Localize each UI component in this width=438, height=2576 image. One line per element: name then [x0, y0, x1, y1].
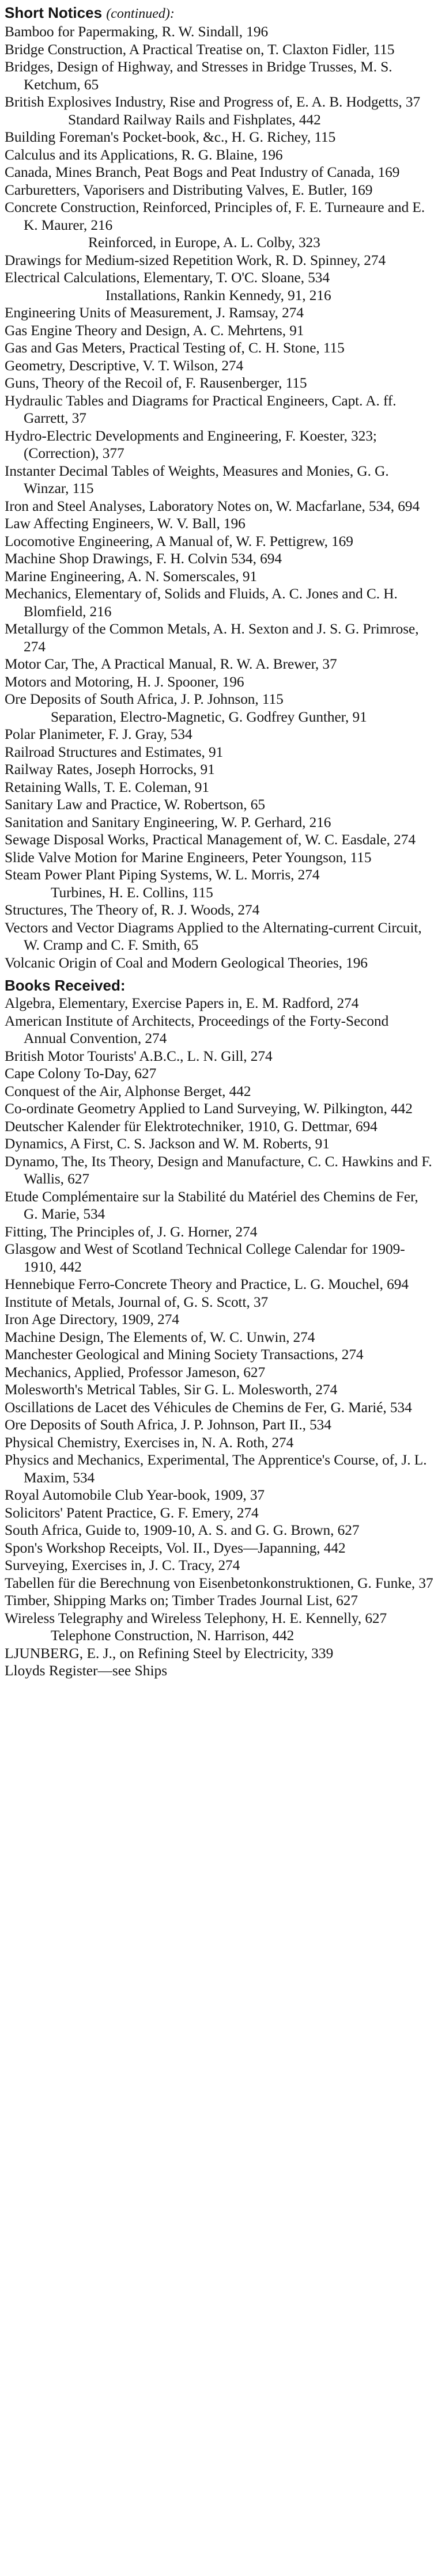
- list-item: Manchester Geological and Mining Society Transactions, 274: [5, 1346, 364, 1363]
- list-item: Sanitation and Sanitary Engineering, W. P. Gerhard, 216: [5, 814, 331, 830]
- short-notices-heading: [5, 3, 433, 23]
- list-item: Electrical Calculations, Elementary, T. O'C. Sloane, 534: [5, 270, 330, 286]
- list-item: Physics and Mechanics, Experimental, The Apprentice's Course, of, J. L. Maxim, 534: [5, 1452, 427, 1486]
- list-item: Locomotive Engineering, A Manual of, W. F. Pettigrew, 169: [5, 533, 353, 549]
- list-item: Co-ordinate Geometry Applied to Land Surveying, W. Pilkington, 442: [5, 1101, 413, 1117]
- list-item: Fitting, The Principles of, J. G. Horner, 274: [5, 1223, 258, 1240]
- list-item: Canada, Mines Branch, Peat Bogs and Peat Industry of Canada, 169: [5, 164, 400, 180]
- list-item: Hennebique Ferro-Concrete Theory and Practice, L. G. Mouchel, 694: [5, 1276, 409, 1292]
- list-item: Mechanics, Applied, Professor Jameson, 627: [5, 1364, 266, 1380]
- list-item: Building Foreman's Pocket-book, &c., H. G. Richey, 115: [5, 129, 336, 145]
- books-received-list: [5, 995, 433, 1645]
- list-item: Motors and Motoring, H. J. Spooner, 196: [5, 673, 244, 690]
- list-item: Institute of Metals, Journal of, G. S. Scott, 37: [5, 1293, 269, 1310]
- list-item: Gas and Gas Meters, Practical Testing of, C. H. Stone, 115: [5, 340, 345, 356]
- list-item: British Motor Tourists' A.B.C., L. N. Gill, 274: [5, 1048, 273, 1064]
- list-item: Lloyds Register—see Ships: [5, 1663, 168, 1679]
- list-item: British Explosives Industry, Rise and Progress of, E. A. B. Hodgetts, 37: [5, 94, 421, 110]
- list-item: Glasgow and West of Scotland Technical College Calendar for 1909-1910, 442: [5, 1241, 405, 1275]
- list-item: Vectors and Vector Diagrams Applied to the Alternating-current Circuit, W. Cramp and C. F. Smith, 65: [5, 919, 422, 953]
- list-item: Calculus and its Applications, R. G. Blaine, 196: [5, 146, 283, 163]
- list-item: Railroad Structures and Estimates, 91: [5, 743, 224, 760]
- list-item: Solicitors' Patent Practice, G. F. Emery, 274: [5, 1504, 259, 1521]
- continued-label: (continued):: [106, 6, 175, 21]
- list-item: Deutscher Kalender für Elektrotechniker, 1910, G. Dettmar, 694: [5, 1118, 377, 1135]
- list-item: Machine Design, The Elements of, W. C. Unwin, 274: [5, 1329, 315, 1345]
- list-item: Bridge Construction, A Practical Treatise on, T. Claxton Fidler, 115: [5, 41, 395, 58]
- list-item: Steam Power Plant Piping Systems, W. L. Morris, 274: [5, 867, 320, 883]
- list-item: Surveying, Exercises in, J. C. Tracy, 274: [5, 1557, 240, 1573]
- list-item: Molesworth's Metrical Tables, Sir G. L. Molesworth, 274: [5, 1382, 338, 1398]
- list-item: Concrete Construction, Reinforced, Principles of, F. E. Turneaure and E. K. Maurer, 216: [5, 199, 425, 233]
- list-item: LJUNBERG, E. J., on Refining Steel by Electricity, 339: [5, 1645, 334, 1661]
- list-item: Cape Colony To-Day, 627: [5, 1065, 157, 1082]
- list-item: Structures, The Theory of, R. J. Woods, 274: [5, 902, 260, 918]
- list-item: Hydraulic Tables and Diagrams for Practical Engineers, Capt. A. ff. Garrett, 37: [5, 392, 397, 426]
- short-notices-title: Short Notices: [5, 4, 103, 21]
- list-item: Royal Automobile Club Year-book, 1909, 37: [5, 1487, 265, 1503]
- list-item: Sewage Disposal Works, Practical Management of, W. C. Easdale, 274: [5, 832, 416, 848]
- list-item: Spon's Workshop Receipts, Vol. II., Dyes—Japanning, 442: [5, 1539, 346, 1556]
- list-item: Ore Deposits of South Africa, J. P. Johnson, 115: [5, 691, 284, 707]
- list-item: Wireless Telegraphy and Wireless Telephony, H. E. Kennelly, 627: [5, 1610, 387, 1626]
- list-item: Instanter Decimal Tables of Weights, Measures and Monies, G. G. Winzar, 115: [5, 462, 389, 496]
- author-entries: [5, 1645, 433, 1680]
- short-notices-list: [5, 23, 433, 972]
- list-item: Metallurgy of the Common Metals, A. H. Sexton and J. S. G. Primrose, 274: [5, 621, 419, 655]
- list-item: Separation, Electro-Magnetic, G. Godfrey Gunther, 91: [51, 708, 367, 725]
- list-item: Mechanics, Elementary of, Solids and Fluids, A. C. Jones and C. H. Blomfield, 216: [5, 586, 398, 620]
- list-item: Marine Engineering, A. N. Somerscales, 91: [5, 568, 258, 585]
- list-item: Dynamo, The, Its Theory, Design and Manufacture, C. C. Hawkins and F. Wallis, 627: [5, 1153, 432, 1187]
- list-item: American Institute of Architects, Proceedings of the Forty-Second Annual Convention, 274: [5, 1012, 389, 1046]
- list-item: Slide Valve Motion for Marine Engineers, Peter Youngson, 115: [5, 849, 372, 866]
- list-item: Ore Deposits of South Africa, J. P. Johnson, Part II., 534: [5, 1417, 331, 1433]
- list-item: Gas Engine Theory and Design, A. C. Mehrtens, 91: [5, 322, 304, 339]
- list-item: Turbines, H. E. Collins, 115: [51, 884, 213, 901]
- list-item: Guns, Theory of the Recoil of, F. Rausenberger, 115: [5, 375, 307, 391]
- list-item: Railway Rates, Joseph Horrocks, 91: [5, 761, 215, 777]
- list-item: Polar Planimeter, F. J. Gray, 534: [5, 726, 192, 742]
- list-item: Installations, Rankin Kennedy, 91, 216: [105, 287, 331, 303]
- list-item: Drawings for Medium-sized Repetition Work, R. D. Spinney, 274: [5, 252, 386, 268]
- list-item: Etude Complémentaire sur la Stabilité du Matériel des Chemins de Fer, G. Marie, 534: [5, 1188, 418, 1222]
- list-item: Physical Chemistry, Exercises in, N. A. Roth, 274: [5, 1434, 294, 1451]
- list-item: Motor Car, The, A Practical Manual, R. W. A. Brewer, 37: [5, 656, 337, 672]
- list-item: Timber, Shipping Marks on; Timber Trades Journal List, 627: [5, 1592, 358, 1608]
- list-item: Bridges, Design of Highway, and Stresses in Bridge Trusses, M. S. Ketchum, 65: [5, 59, 392, 93]
- list-item: Geometry, Descriptive, V. T. Wilson, 274: [5, 357, 244, 374]
- list-item: Dynamics, A First, C. S. Jackson and W. M. Roberts, 91: [5, 1136, 330, 1152]
- list-item: Engineering Units of Measurement, J. Ramsay, 274: [5, 305, 304, 321]
- list-item: Retaining Walls, T. E. Coleman, 91: [5, 779, 209, 795]
- books-received-heading: Books Received:: [5, 977, 126, 994]
- list-item: Volcanic Origin of Coal and Modern Geological Theories, 196: [5, 954, 368, 971]
- list-item: Oscillations de Lacet des Véhicules de Chemins de Fer, G. Marié, 534: [5, 1399, 412, 1416]
- list-item: Hydro-Electric Developments and Engineering, F. Koester, 323; (Correction), 377: [5, 427, 377, 461]
- list-item: Carburetters, Vaporisers and Distributing Valves, E. Butler, 169: [5, 181, 373, 198]
- list-item: Machine Shop Drawings, F. H. Colvin 534, 694: [5, 551, 282, 567]
- list-item: Bamboo for Papermaking, R. W. Sindall, 196: [5, 24, 269, 40]
- list-item: South Africa, Guide to, 1909-10, A. S. and G. G. Brown, 627: [5, 1522, 360, 1538]
- list-item: Tabellen für die Berechnung von Eisenbetonkonstruktionen, G. Funke, 37: [5, 1575, 433, 1591]
- list-item: Telephone Construction, N. Harrison, 442: [51, 1627, 294, 1644]
- list-item: Standard Railway Rails and Fishplates, 442: [68, 111, 321, 128]
- list-item: Iron and Steel Analyses, Laboratory Notes on, W. Macfarlane, 534, 694: [5, 498, 420, 514]
- list-item: Sanitary Law and Practice, W. Robertson, 65: [5, 796, 265, 813]
- list-item: Law Affecting Engineers, W. V. Ball, 196: [5, 515, 246, 532]
- list-item: Conquest of the Air, Alphonse Berget, 442: [5, 1083, 251, 1099]
- list-item: Iron Age Directory, 1909, 274: [5, 1311, 179, 1327]
- list-item: Reinforced, in Europe, A. L. Colby, 323: [88, 234, 320, 251]
- list-item: Algebra, Elementary, Exercise Papers in, E. M. Radford, 274: [5, 995, 359, 1011]
